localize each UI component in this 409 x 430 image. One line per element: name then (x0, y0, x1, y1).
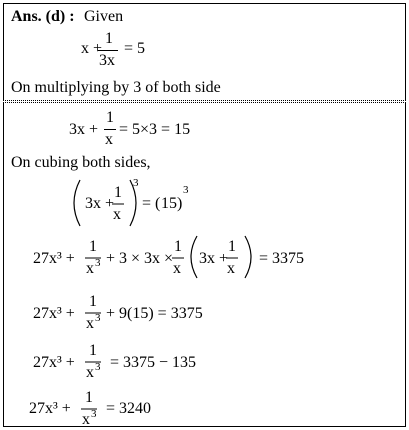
step4-num: 1 (89, 293, 97, 310)
step1-rhs: = 5×3 = 15 (119, 121, 191, 138)
given-num: 1 (105, 30, 113, 47)
step3-num2: 1 (174, 238, 182, 255)
step5-num: 1 (89, 342, 97, 359)
step3-den3: x (227, 260, 235, 277)
step4-den: x (86, 315, 94, 332)
given-den: 3x (99, 52, 115, 69)
step2-exp: 3 (133, 177, 139, 189)
step1-den: x (105, 131, 113, 148)
step4-rhs: + 9(15) = 3375 (106, 305, 203, 322)
step6-num: 1 (85, 389, 93, 406)
step4-lhs: 27x³ + (33, 305, 75, 322)
step3-inner: 3x + (199, 250, 229, 267)
given-rhs: = 5 (124, 40, 146, 57)
step2-rhs-exp: 3 (183, 184, 189, 196)
step3-lhs: 27x³ + (33, 250, 75, 267)
given-label: Given (84, 8, 124, 25)
step2-inner: 3x + (85, 195, 115, 212)
step3-mid: + 3 × 3x × (106, 250, 174, 267)
answer-label: Ans. (d) : (11, 8, 75, 25)
step2-eq: = (142, 195, 152, 212)
step6-lhs: 27x³ + (29, 400, 71, 417)
step2-num: 1 (114, 184, 122, 201)
step5-den-exp: 3 (95, 361, 101, 373)
step2-rhs-close: ) (177, 195, 183, 212)
step1-lhs: 3x + (69, 121, 99, 138)
step3-num3: 1 (228, 238, 236, 255)
step2-rhs-open: ( (155, 195, 161, 212)
step6-rhs: = 3240 (106, 400, 152, 417)
step2-rhs-base: 15 (161, 195, 177, 212)
step5-den: x (86, 364, 94, 381)
step5-lhs: 27x³ + (33, 354, 75, 371)
given-lhs: x + (81, 40, 103, 57)
step1-num: 1 (106, 109, 114, 126)
step3-den-exp: 3 (95, 257, 101, 269)
step6-den: x (82, 411, 90, 428)
cubing-text: On cubing both sides, (11, 154, 151, 171)
step5-rhs: = 3375 − 135 (110, 354, 197, 371)
step4-den-exp: 3 (95, 312, 101, 324)
step3-rhs: = 3375 (259, 250, 305, 267)
multiply-text: On multiplying by 3 of both side (11, 79, 221, 96)
step3-den: x (86, 260, 94, 277)
step3-den2: x (173, 260, 181, 277)
step3-num: 1 (89, 238, 97, 255)
step6-den-exp: 3 (91, 408, 97, 420)
step2-den: x (113, 206, 121, 223)
